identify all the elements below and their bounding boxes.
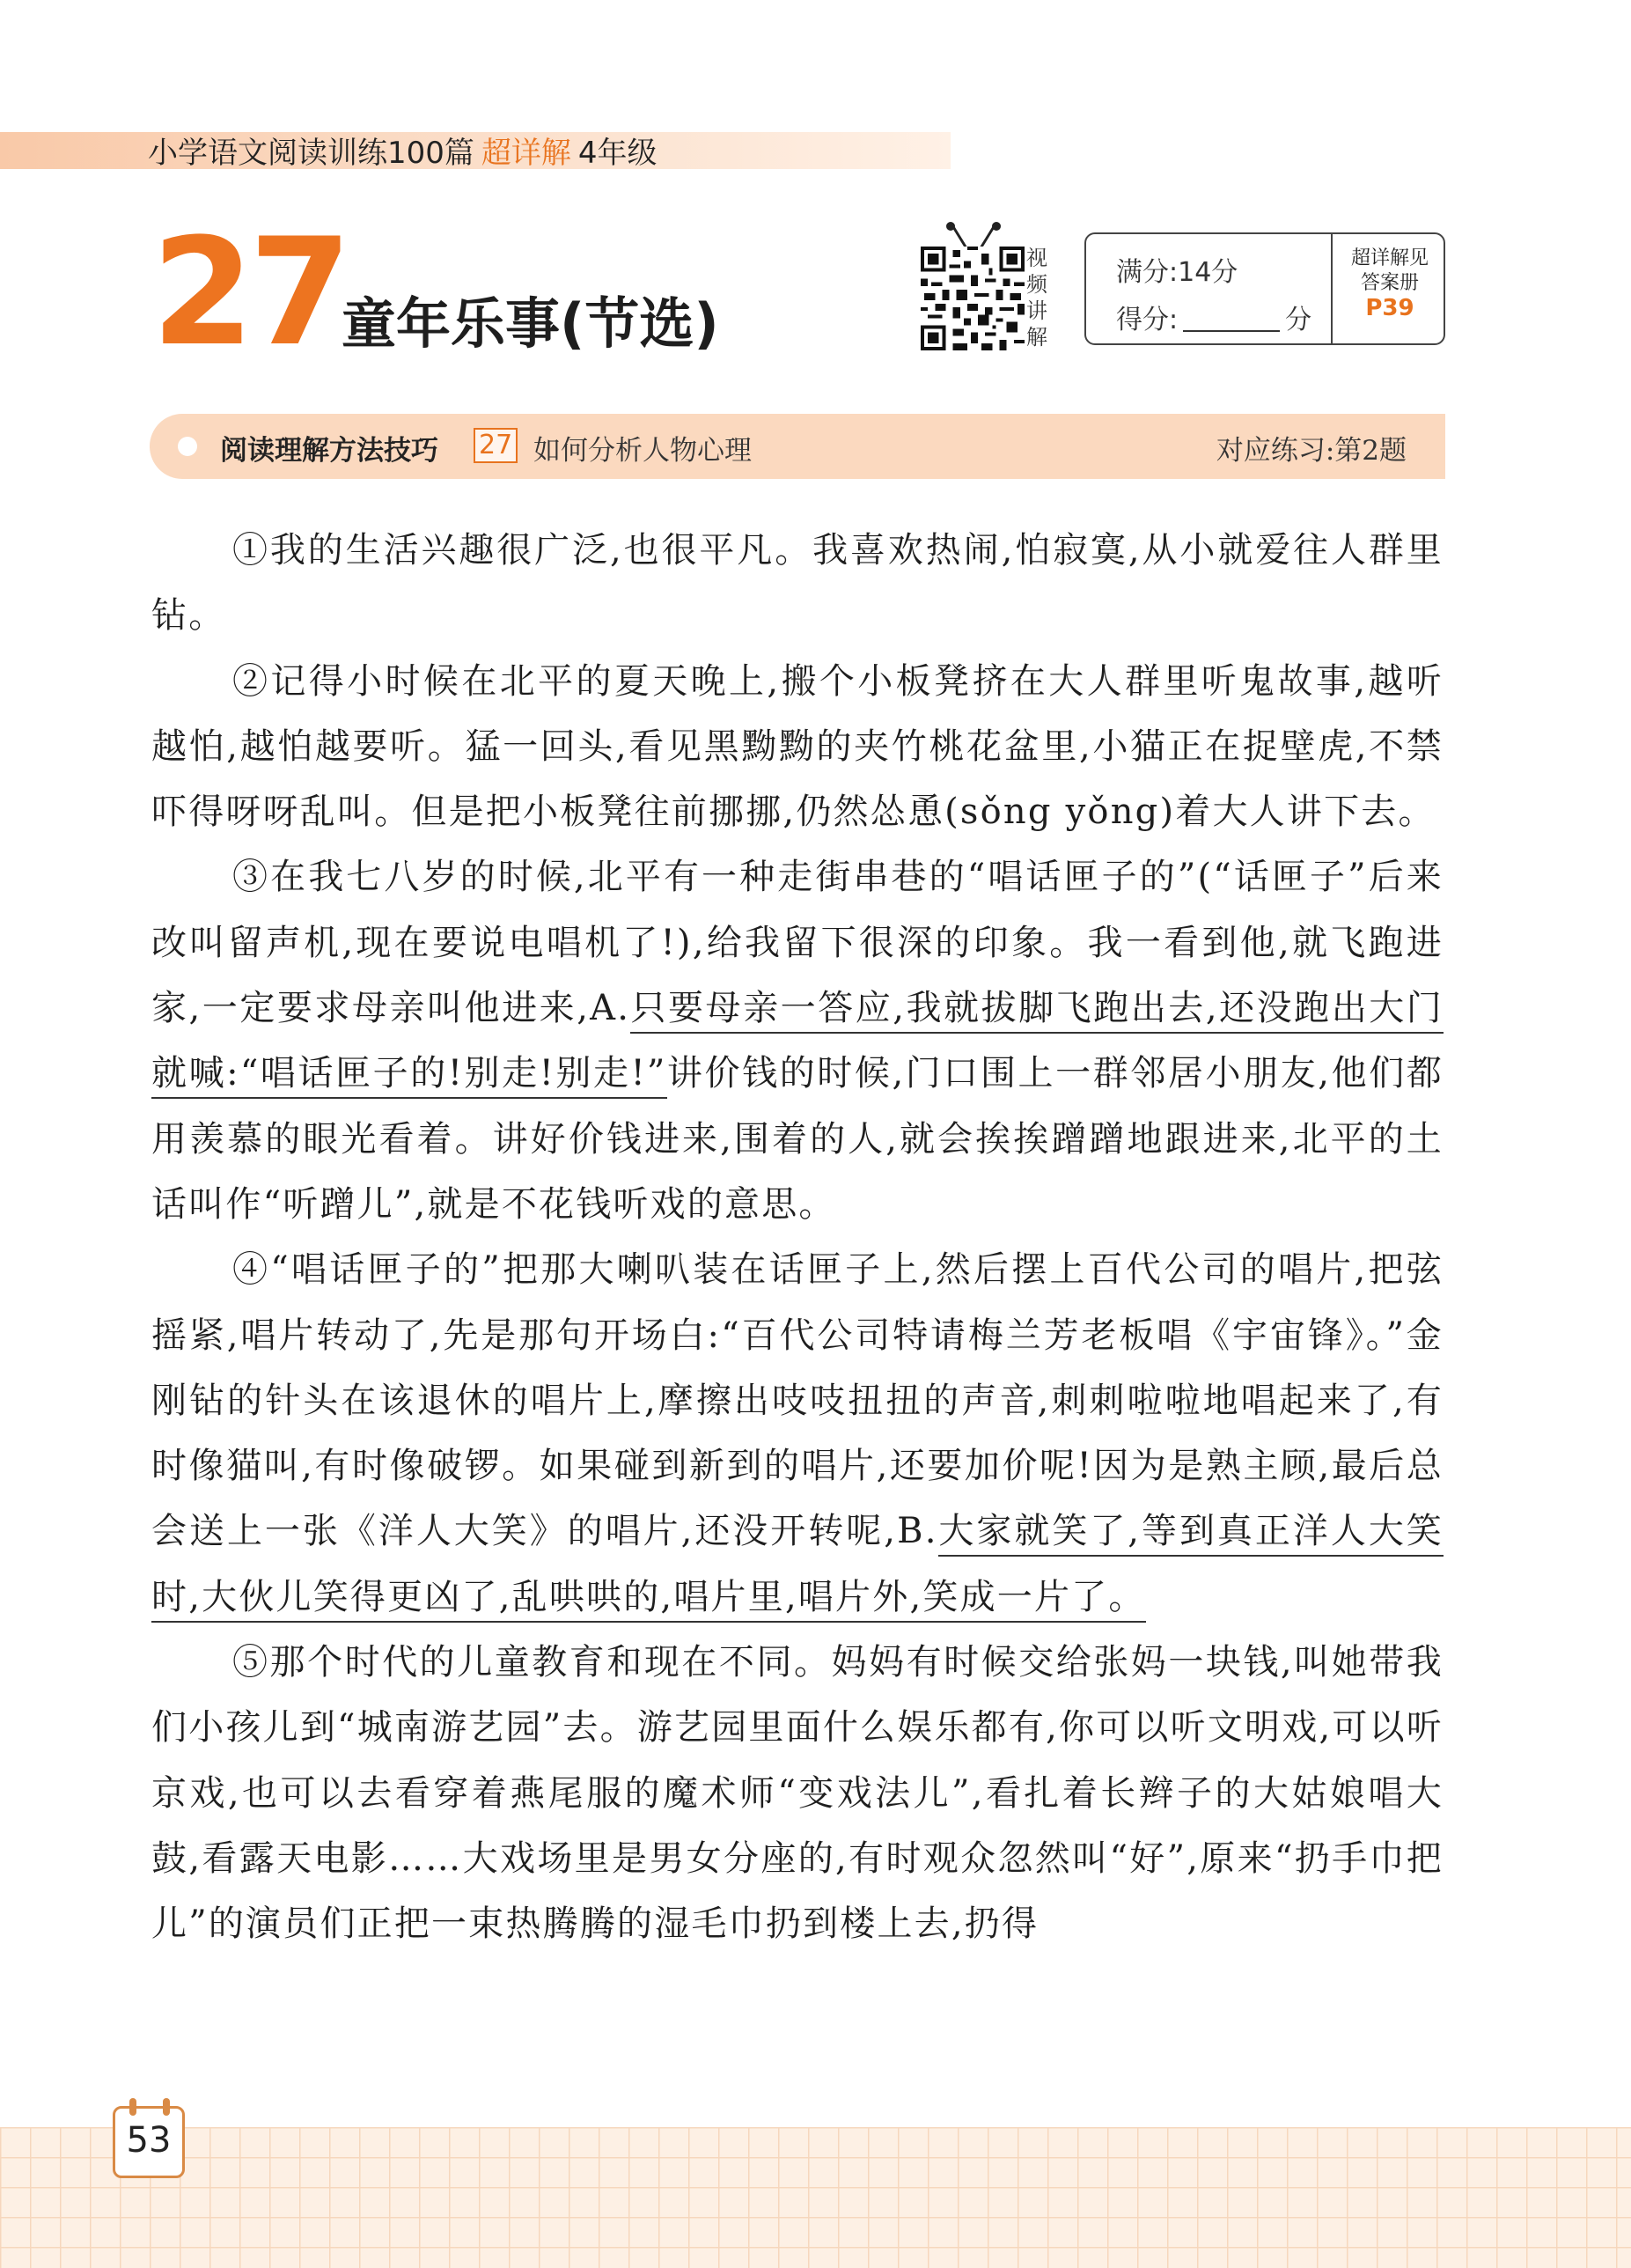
paragraph-4: ④“唱话匣子的”把那大喇叭装在话匣子上,然后摆上百代公司的唱片,把弦摇紧,唱片转动了,先是那句开场白:“百代公司特请梅兰芳老板唱《宇宙锋》。”金刚钻的针头在该退休的唱片上,摩擦出吱吱扭扭的声音,刺刺啦啦地唱起来了,有时像猫叫,有时像破锣。如果碰到新到的唱片,还要加价呢!因为是熟主顾,最后总会送上一张《洋人大笑》的唱片,还没开转呢,B.大家就笑了,等到真正洋人大笑时,大伙儿笑得更凶了,乱哄哄的,唱片里,唱片外,笑成一片了。 [151,1237,1444,1630]
paragraph-3: ③在我七八岁的时候,北平有一种走街串巷的“唱话匣子的”(“话匣子”后来改叫留声机,现在要说电唱机了!),给我留下很深的印象。我一看到他,就飞跑进家,一定要求母亲叫他进来,A.只要母亲一答应,我就拔脚飞跑出去,还没跑出大门就喊:“唱话匣子的!别走!别走!”讲价钱的时候,门口围上一群邻居小朋友,他们都用羡慕的眼光看着。讲好价钱进来,围着的人,就会挨挨蹭蹭地跟进来,北平的土话叫作“听蹭儿”,就是不花钱听戏的意思。 [151,857,1444,1225]
footer-grid [0,2127,1631,2268]
score-box [1084,232,1445,345]
paragraph-5: ⑤那个时代的儿童教育和现在不同。妈妈有时候交给张妈一块钱,叫她带我们小孩儿到“城南游艺园”去。游艺园里面什么娱乐都有,你可以听文明戏,可以听京戏,也可以去看穿着燕尾服的魔术师“变戏法儿”,看扎着长辫子的大姑娘唱大鼓,看露天电影……大戏场里是男女分座的,有时观众忽然叫“好”,原来“扔手巾把儿”的演员们正把一束热腾腾的湿毛巾扔到楼上去,扔得 [151,1642,1444,1945]
full-score: 满分:14分 [1116,257,1238,288]
underlined-sentence-b: 大家就笑了,等到真正洋人大笑时,大伙儿笑得更凶了,乱哄哄的,唱片里,唱片外,笑成一片了。 [151,1511,1444,1622]
underlined-sentence-a: 只要母亲一答应,我就拔脚飞跑出去,还没跑出大门就喊:“唱话匣子的!别走!别走!” [151,988,1444,1099]
lesson-number: 27 [151,206,347,379]
page-number: 53 [126,2120,172,2161]
method-practice: 对应练习:第2题 [1216,435,1407,467]
lesson-title: 童年乐事(节选) [342,291,719,356]
paragraph-1: ①我的生活兴趣很广泛,也很平凡。我喜欢热闹,怕寂寞,从小就爱往人群里钻。 [151,530,1444,637]
book-title: 小学语文阅读训练100篇 [148,136,474,171]
score-blank[interactable] [1183,330,1280,332]
method-topic: 如何分析人物心理 [533,435,752,467]
answer-page: P39 [1365,295,1414,321]
method-number: 27 [474,428,518,463]
article-body [151,518,1444,1957]
book-header [148,129,658,172]
score-field[interactable]: 得分: 分 [1116,305,1312,335]
score-divider [1331,234,1333,343]
qr-label: 视 频 讲 解 [1026,246,1047,350]
book-accent: 超详解 [481,136,571,171]
bullet-dot-icon [178,437,197,456]
paragraph-2: ②记得小时候在北平的夏天晚上,搬个小板凳挤在大人群里听鬼故事,越听越怕,越怕越要听。猛一回头,看见黑黝黝的夹竹桃花盆里,小猫正在捉壁虎,不禁吓得呀呀乱叫。但是把小板凳往前挪挪,仍然怂恿(sǒng yǒng)着大人讲下去。 [151,660,1444,833]
answer-reference: 超详解见 答案册 P39 [1334,247,1445,320]
book-grade: 4年级 [577,136,658,171]
qr-code-icon[interactable] [921,247,1025,350]
method-bar [150,414,1445,479]
method-label: 阅读理解方法技巧 [220,435,438,467]
